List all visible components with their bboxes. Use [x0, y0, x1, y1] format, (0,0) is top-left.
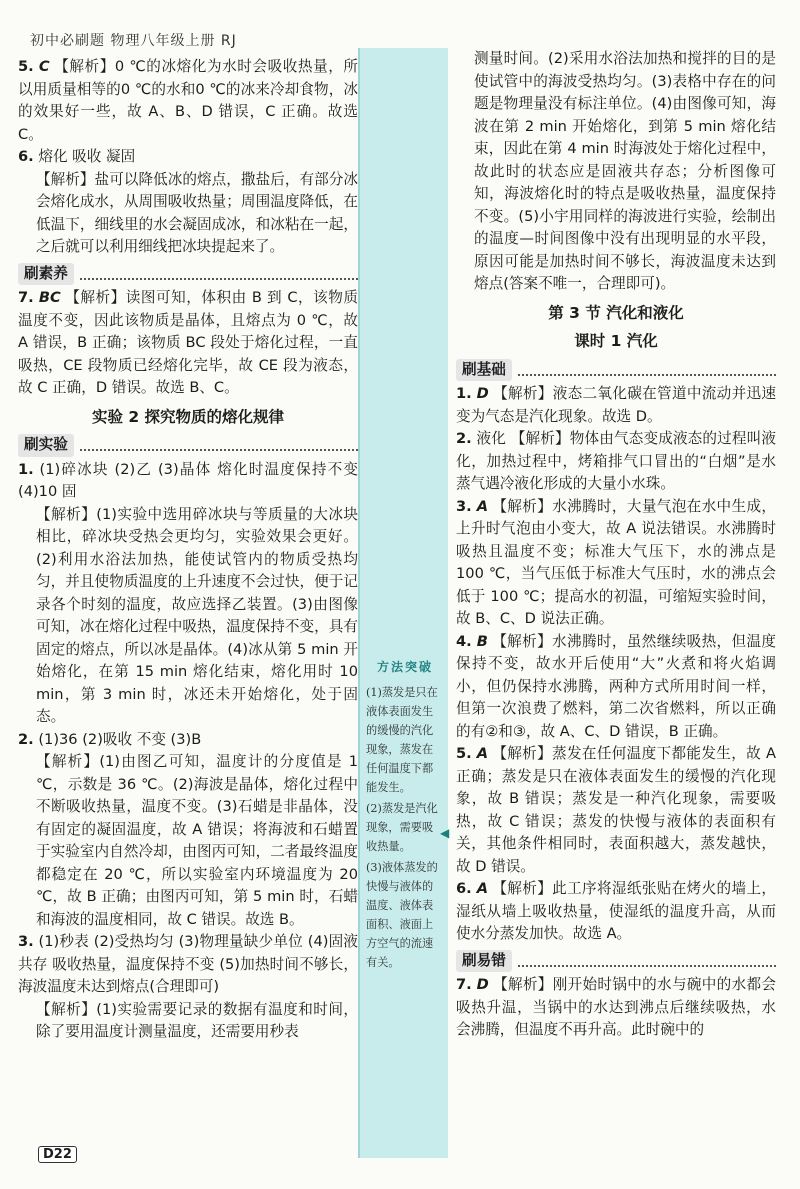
question-number: 4.	[456, 632, 472, 650]
question-number: 1.	[456, 385, 472, 402]
question-answer	[456, 743, 776, 878]
answer-text: (1)碎冰块 (2)乙 (3)晶体 熔化时温度保持不变 (4)10 固	[18, 460, 359, 500]
method-tip-item: (2)蒸发是汽化现象，需要吸收热量。	[366, 802, 438, 853]
explanation-paragraph	[456, 48, 776, 296]
question-number: 5.	[18, 58, 34, 75]
answer-choice: C	[38, 58, 50, 75]
answer-text: 【解析】读图可知，体积由 B 到 C，该物质温度不变，因此该物质是晶体，且熔点为 0 ℃，故 A 错误，B 正确；该物质 BC 段处于熔化过程，一直吸热，CE 段物质已经熔化完毕，故 CE 段为液态，故 C 正确，D 错误。故选 B、C。	[18, 289, 358, 396]
practice-tag-label: 刷素养	[18, 263, 74, 286]
question-answer	[456, 974, 776, 1042]
question-number: 3.	[18, 933, 34, 950]
explanation-paragraph	[18, 999, 358, 1044]
explanation-paragraph	[18, 169, 358, 259]
question-answer	[18, 931, 358, 999]
answer-text: 【解析】刚开始时锅中的水与碗中的水都会吸热升温，当锅中的水达到沸点后继续吸热，水会沸腾，但温度不再升高。此时碗中的	[456, 976, 776, 1038]
answer-text: 【解析】0 ℃的冰熔化为水时会吸收热量，所以用质量相等的0 ℃的水和0 ℃的冰来冷却食物，冰的效果好一些，故 A、B、D 错误，C 正确。故选 C。	[18, 58, 358, 143]
answer-text: (1)秒表 (2)受热均匀 (3)物理量缺少单位 (4)固液共存 吸收热量，温度保持不变 (5)加热时间不够长，海波温度未达到熔点(合理即可)	[18, 933, 358, 995]
answer-text: 【解析】液态二氧化碳在管道中流动并迅速变为气态是汽化现象。故选 D。	[456, 385, 776, 425]
question-number: 6.	[18, 148, 34, 165]
answer-text: 【解析】盐可以降低冰的熔点，撒盐后，有部分冰会熔化成水，从周围吸收热量；周围温度降低，在低温下，细线里的水会凝固成冰，和冰粘在一起，之后就可以利用细线把冰块提起来了。	[36, 170, 358, 255]
question-answer	[18, 459, 358, 504]
question-answer	[18, 729, 358, 752]
dotted-rule	[518, 364, 776, 376]
question-answer	[456, 631, 776, 744]
dotted-rule	[518, 955, 776, 967]
method-tip-item: (3)液体蒸发的快慢与液体的温度、液体表面积、液面上方空气的流速有关。	[366, 861, 438, 969]
question-number: 1.	[18, 460, 34, 478]
answer-choice: A	[476, 745, 488, 762]
practice-tag	[456, 950, 776, 973]
answer-text: 【解析】(1)实验需要记录的数据有温度和时间，除了要用温度计测量温度，还需要用秒表	[36, 1000, 358, 1040]
answer-text: 熔化 吸收 凝固	[38, 148, 136, 165]
method-tip-box	[366, 658, 444, 974]
question-answer	[18, 146, 358, 169]
right-column	[456, 48, 776, 1042]
question-answer	[456, 428, 776, 496]
left-column	[18, 56, 358, 1044]
answer-choice: A	[476, 880, 488, 897]
answer-text: 【解析】(1)实验中选用碎冰块与等质量的大冰块相比，碎冰块受热会更均匀，实验效果会更好。(2)利用水浴法加热，能使试管内的物质受热均匀，并且使物质温度的上升速度不会过快，便于记录各个时刻的温度，故应选择乙装置。(3)由图像可知，冰在熔化过程中吸热，温度保持不变，具有固定的熔点，所以冰是晶体。(4)冰从第 5 min 开始熔化，在第 15 min 熔化结束，熔化用时 10 min，第 3 min 时，冰还未开始熔化，处于固态。	[36, 505, 358, 725]
practice-tag	[18, 263, 358, 286]
answer-choice: B	[476, 632, 488, 650]
question-number: 7.	[18, 289, 34, 306]
practice-tag	[18, 434, 358, 457]
sidebar-panel	[358, 48, 448, 1158]
section-title: 课时 1 汽化	[574, 332, 658, 350]
answer-text: 【解析】蒸发在任何温度下都能发生，故 A 正确；蒸发是只在液体表面发生的缓慢的汽化现象，故 B 错误；蒸发是一种汽化现象，需要吸热，故 C 错误；蒸发的快慢与液体的表面积有关，其他条件相同时，表面积越大，蒸发越快，故 D 错误。	[456, 745, 777, 875]
answer-choice: D	[476, 976, 489, 993]
method-tip-title: 方法突破	[376, 660, 433, 674]
practice-tag-label: 刷基础	[456, 359, 512, 382]
answer-text: 【解析】水沸腾时，大量气泡在水中生成，上升时气泡由小变大，故 A 说法错误。水沸腾时吸热且温度不变；标准大气压下，水的沸点是 100 ℃，当气压低于标准大气压时，水的沸点会低于 100 ℃；提高水的初温，可缩短实验时间，故 B、C、D 说法正确。	[456, 497, 776, 627]
question-number: 3.	[456, 497, 472, 515]
answer-text: 【解析】水沸腾时，虽然继续吸热，但温度保持不变，故水开后使用“大”火煮和将火焰调小，但仍保持水沸腾，两种方式所用时间一样，但第一次浪费了燃料，第二次省燃料，所以正确的有②和③，故 A、C、D 错误，B 正确。	[456, 632, 776, 740]
practice-tag-label: 刷实验	[18, 434, 74, 457]
pointer-arrow-icon: ◀	[440, 826, 450, 840]
answer-text: 【解析】此工序将湿纸张贴在烤火的墙上，湿纸从墙上吸收热量，使湿纸的温度升高，从而使水分蒸发加快。故选 A。	[456, 880, 776, 942]
question-answer	[456, 496, 776, 631]
answer-choice: BC	[38, 289, 61, 306]
running-header: 初中必刷题 物理八年级上册 RJ	[30, 33, 237, 49]
question-answer	[456, 383, 776, 428]
practice-tag	[456, 359, 776, 382]
question-number: 5.	[456, 745, 472, 762]
question-answer	[18, 56, 358, 146]
practice-tag-label: 刷易错	[456, 950, 512, 973]
dotted-rule	[80, 439, 358, 451]
answer-text: 【解析】(1)由图乙可知，温度计的分度值是 1 ℃，示数是 36 ℃。(2)海波是晶体，熔化过程中不断吸收热量，温度不变。(3)石蜡是非晶体，没有固定的凝固温度，故 A 错误；将海波和石蜡置于实验室内自然冷却，由图丙可知，二者最终温度都稳定在 20 ℃，所以实验室内环境温度为 20 ℃，故 B 正确；由图丙可知，第 5 min 时，石蜡和海波的温度相同，故 C 错误。故选 B。	[36, 753, 358, 928]
question-answer	[456, 878, 776, 946]
question-number: 2.	[456, 430, 472, 447]
page-number: D22	[38, 1146, 77, 1163]
answer-text: (1)36 (2)吸收 不变 (3)B	[38, 730, 202, 748]
explanation-paragraph	[18, 751, 358, 931]
section-title: 第 3 节 汽化和液化	[548, 303, 684, 322]
question-number: 6.	[456, 880, 472, 897]
method-tip-item: (1)蒸发是只在液体表面发生的缓慢的汽化现象，蒸发在任何温度下都能发生。	[366, 686, 438, 794]
answer-text: 液化 【解析】物体由气态变成液态的过程叫液化，加热过程中，烤箱排气口冒出的“白烟”是水蒸气遇冷液化形成的大量小水珠。	[456, 430, 776, 492]
section-title: 实验 2 探究物质的熔化规律	[91, 407, 285, 426]
question-answer	[18, 287, 358, 400]
question-number: 7.	[456, 976, 472, 993]
answer-text: 测量时间。(2)采用水浴法加热和搅拌的目的是使试管中的海波受热均匀。(3)表格中存在的问题是物理量没有标注单位。(4)由图像可知，海波在第 2 min 开始熔化，到第 5 min 熔化结束，因此在第 4 min 时海波处于熔化过程中，故此时的状态应是固液共存态；分析图像可知，海波熔化时的特点是吸收热量，温度保持不变。(5)小宇用同样的海波进行实验，绘制出的温度—时间图像中没有出现明显的水平段，原因可能是加热时间不够长，海波温度未达到熔点(答案不唯一，合理即可)。	[474, 50, 776, 292]
answer-choice: D	[476, 385, 489, 402]
question-number: 2.	[18, 730, 34, 748]
dotted-rule	[80, 268, 358, 280]
answer-choice: A	[476, 497, 488, 515]
explanation-paragraph	[18, 504, 358, 729]
